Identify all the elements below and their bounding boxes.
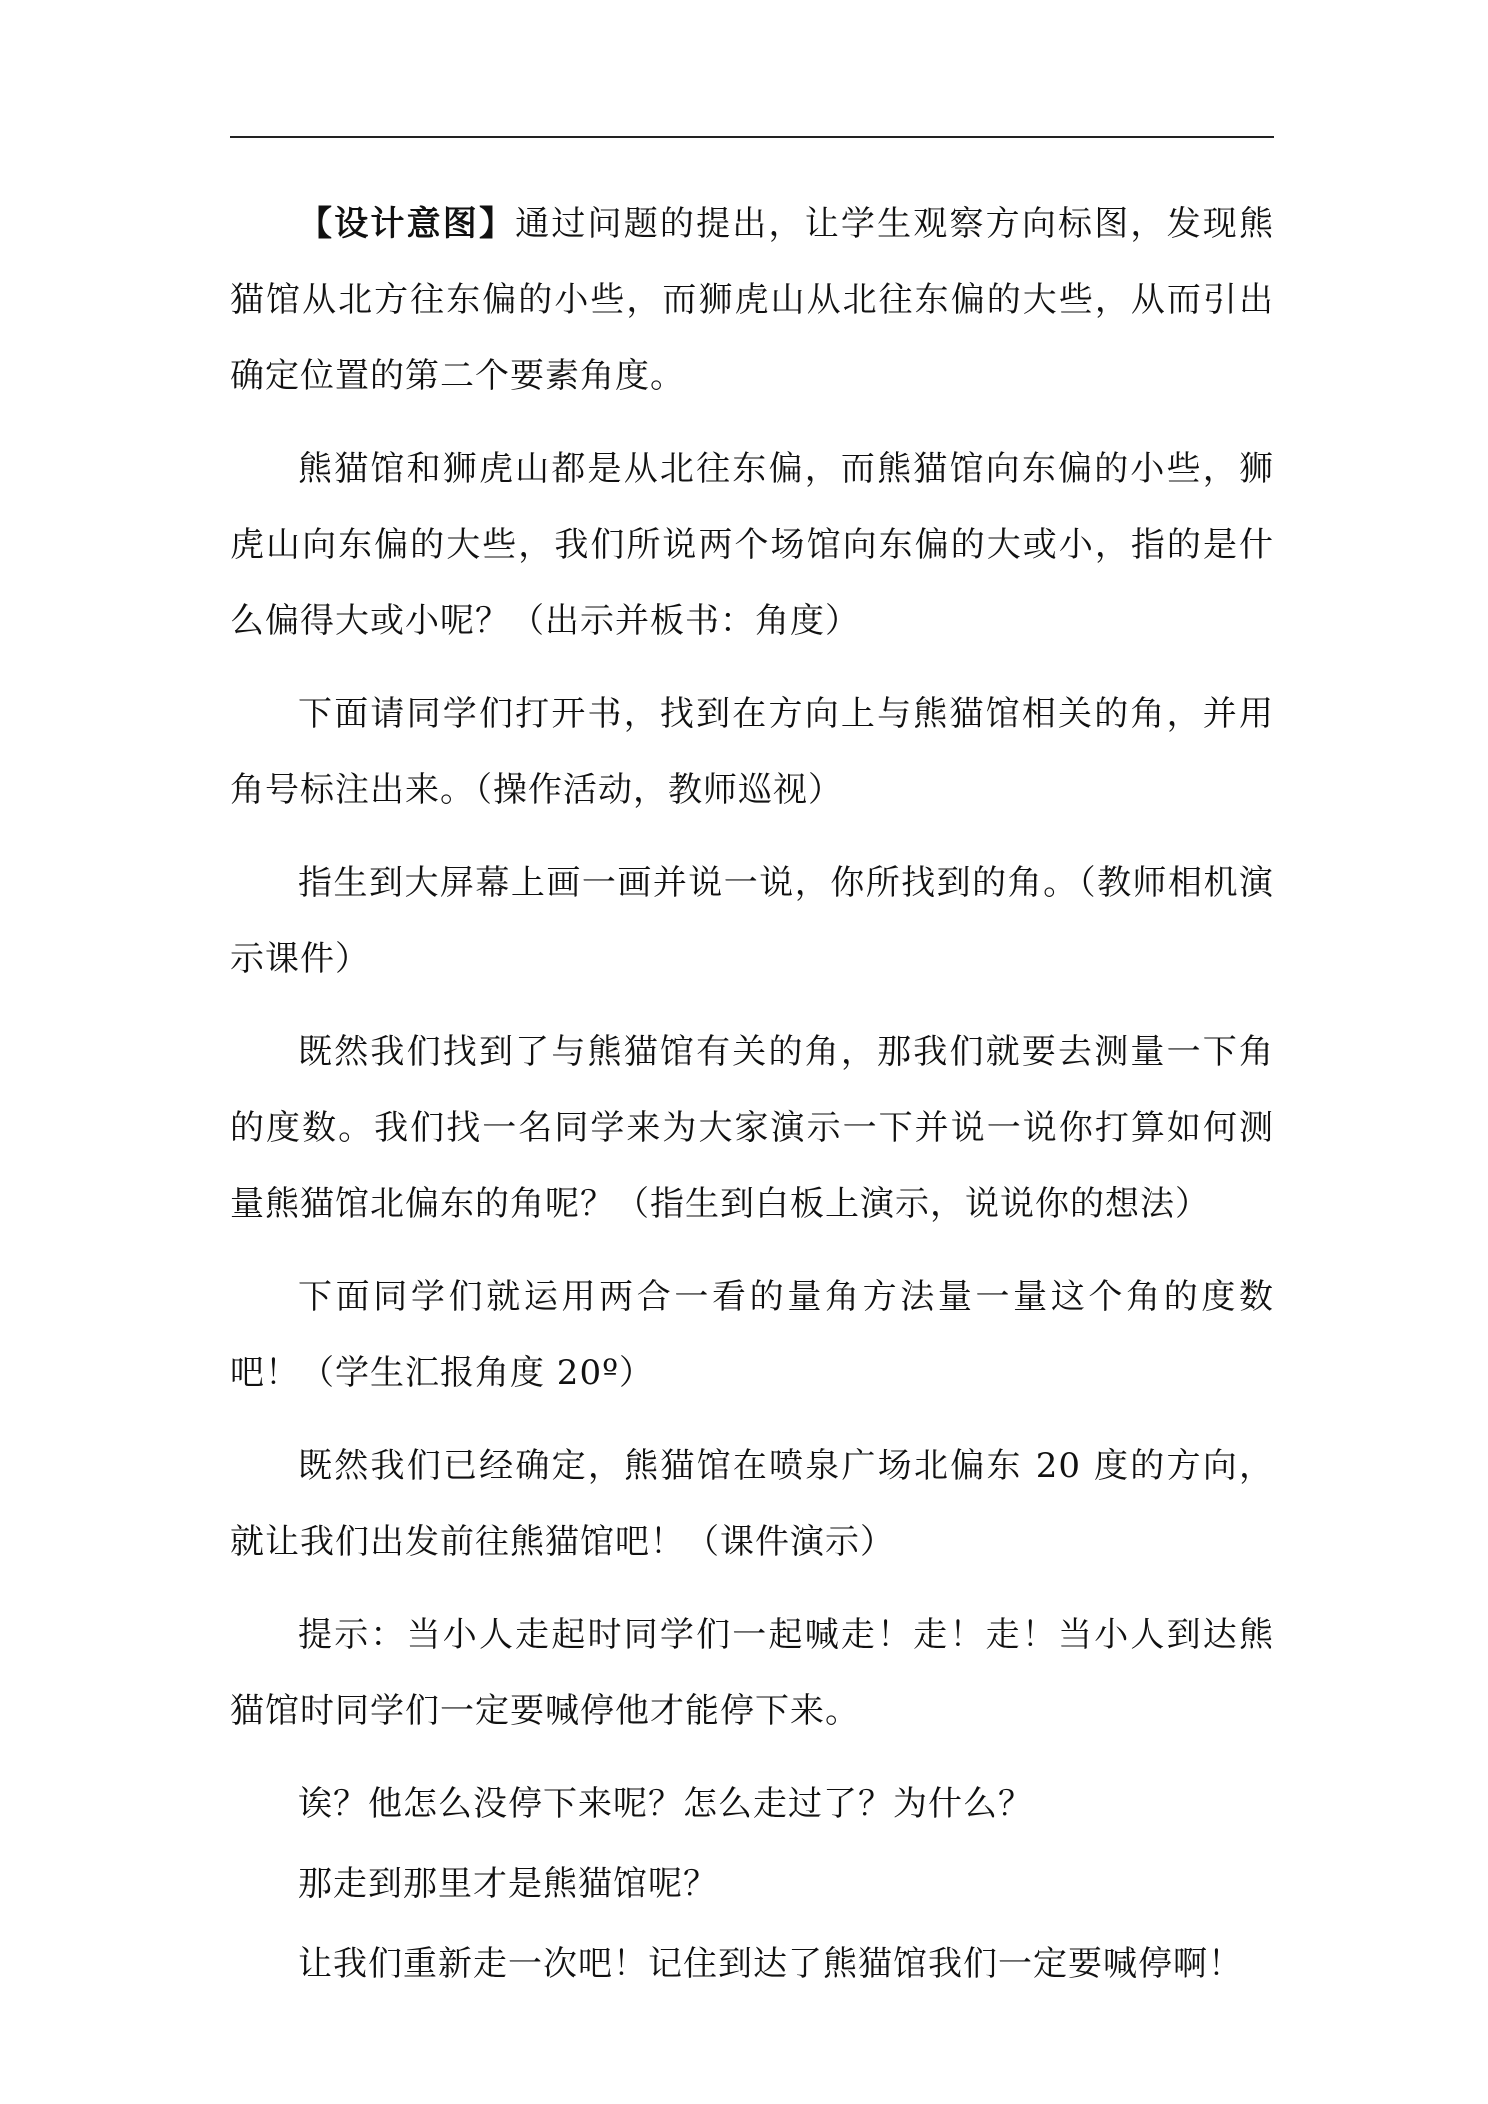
paragraph: 熊猫馆和狮虎山都是从北往东偏，而熊猫馆向东偏的小些，狮虎山向东偏的大些，我们所说两个场馆向东偏的大或小，指的是什么偏得大或小呢？（出示并板书：角度） [230,449,1274,641]
paragraph: 让我们重新走一次吧！记住到达了熊猫馆我们一定要喊停啊！ [298,1944,1243,1984]
paragraph: 诶？他怎么没停下来呢？怎么走过了？为什么？ [298,1784,1033,1824]
document-body [230,186,1274,2006]
header-rule [230,136,1274,138]
paragraph: 下面同学们就运用两合一看的量角方法量一量这个角的度数吧！（学生汇报角度 20º） [230,1277,1274,1393]
paragraph: 指生到大屏幕上画一画并说一说，你所找到的角。（教师相机演示课件） [230,863,1274,979]
paragraph-design-intent [230,186,1274,414]
design-intent-heading: 【设计意图】 [298,204,516,244]
paragraph: 提示：当小人走起时同学们一起喊走！走！走！当小人到达熊猫馆时同学们一定要喊停他才能停下来。 [230,1615,1274,1731]
paragraph: 下面请同学们打开书，找到在方向上与熊猫馆相关的角，并用角号标注出来。（操作活动，教师巡视） [230,694,1274,810]
paragraph: 既然我们找到了与熊猫馆有关的角，那我们就要去测量一下角的度数。我们找一名同学来为大家演示一下并说一说你打算如何测量熊猫馆北偏东的角呢？（指生到白板上演示，说说你的想法） [230,1032,1274,1224]
paragraph: 既然我们已经确定，熊猫馆在喷泉广场北偏东 20 度的方向，就让我们出发前往熊猫馆吧！（课件演示） [230,1446,1274,1562]
paragraph-text: 通过问题的提出，让学生观察方向标图，发现熊猫馆从北方往东偏的小些，而狮虎山从北往东偏的大些，从而引出确定位置的第二个要素角度。 [230,204,1275,396]
paragraph: 那走到那里才是熊猫馆呢？ [298,1864,718,1904]
